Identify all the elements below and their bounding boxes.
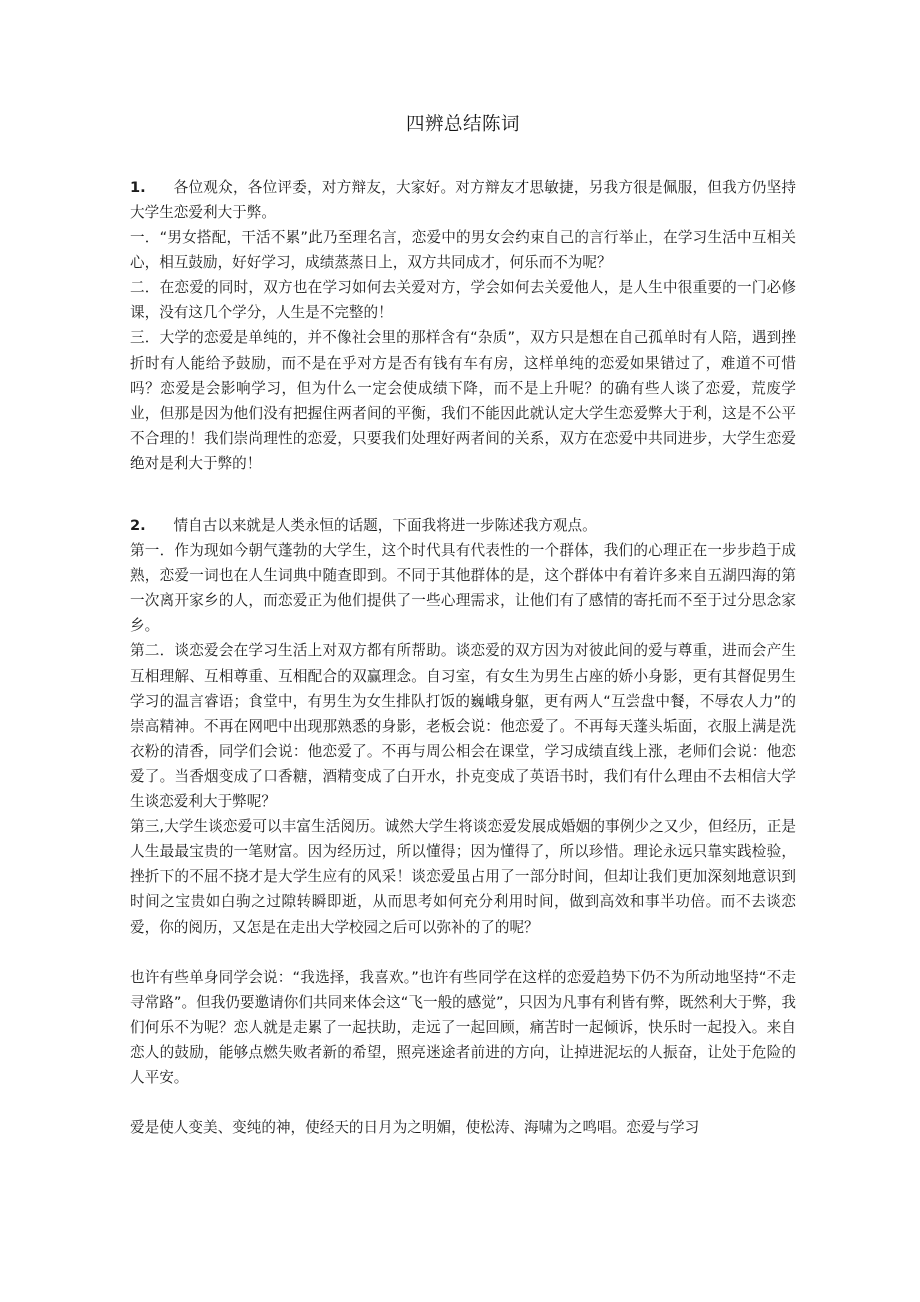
section-1-paragraph-3: 三．大学的恋爱是单纯的，并不像社会里的那样含有“杂质”，双方只是想在自己孤单时有人陪，遇到挫折时有人能给予鼓励，而不是在乎对方是否有钱有车有房，这样单纯的恋爱如果错过了，难道不可惜吗？恋爱是会影响学习，但为什么一定会使成绩下降，而不是上升呢？的确有些人谈了恋爱，荒废学业，但那是因为他们没有把握住两者间的平衡，我们不能因此就认定大学生恋爱弊大于利，这是不公平不合理的！我们崇尚理性的恋爱，只要我们处理好两者间的关系，双方在恋爱中共同进步，大学生恋爱绝对是利大于弊的！ (130, 329, 796, 472)
closing-gap-1 (130, 940, 796, 965)
closing-paragraph-1: 也许有些单身同学会说：“我选择，我喜欢。”也许有些同学在这样的恋爱趋势下仍不为所动地坚持“不走寻常路”。但我仍要邀请你们共同来体会这“飞一般的感觉”，只因为凡事有利皆有弊，既然利大于弊，我们何乐不为呢？恋人就是走累了一起扶助，走远了一起回顾，痛苦时一起倾诉，快乐时一起投入。来自恋人的鼓励，能够点燃失败者新的希望，照亮迷途者前进的方向，让掉进泥坛的人振奋，让处于危险的人平安。 (130, 968, 796, 1086)
section-2-paragraph-2: 第二．谈恋爱会在学习生活上对双方都有所帮助。谈恋爱的双方因为对彼此间的爱与尊重，进而会产生互相理解、互相尊重、互相配合的双赢理念。自习室，有女生为男生占座的娇小身影，更有其督促男生学习的温言睿语；食堂中，有男生为女生排队打饭的巍峨身躯，更有两人“互尝盘中餐，不辱农人力”的崇高精神。不再在网吧中出现那熟悉的身影，老板会说：他恋爱了。不再每天蓬头垢面，衣服上满是洗衣粉的清香，同学们会说：他恋爱了。不再与周公相会在课堂，学习成绩直线上涨，老师们会说：他恋爱了。当香烟变成了口香糖，酒精变成了白开水，扑克变成了英语书时，我们有什么理由不去相信大学生谈恋爱利大于弊呢？ (130, 642, 796, 811)
section-1-paragraph-1: 一．“男女搭配，干活不累”此乃至理名言，恋爱中的男女会约束自己的言行举止，在学习生活中互相关心，相互鼓励，好好学习，成绩蒸蒸日上，双方共同成才，何乐而不为呢？ (130, 229, 796, 272)
section-2-paragraph-1: 第一．作为现如今朝气蓬勃的大学生，这个时代具有代表性的一个群体，我们的心理正在一步步趋于成熟，恋爱一词也在人生词典中随查即到。不同于其他群体的是，这个群体中有着许多来自五湖四海的第一次离开家乡的人，而恋爱正为他们提供了一些心理需求，让他们有了感情的寄托而不至于过分思念家乡。 (130, 542, 796, 635)
section-1-marker: 1. (130, 178, 146, 196)
document-body (130, 0, 796, 1140)
closing-gap-2 (130, 1090, 796, 1115)
section-2-lead (130, 513, 796, 538)
section-gap-1 (130, 476, 796, 513)
page-title: 四辨总结陈词 (405, 114, 520, 135)
section-2-marker: 2. (130, 517, 146, 535)
closing-paragraph-2: 爱是使人变美、变纯的神，使经天的日月为之明媚，使松涛、海啸为之鸣唱。恋爱与学习 (130, 1119, 700, 1137)
section-2-paragraph-3: 第三,大学生谈恋爱可以丰富生活阅历。诚然大学生将谈恋爱发展成婚姻的事例少之又少，但经历，正是人生最最宝贵的一笔财富。因为经历过，所以懂得；因为懂得了，所以珍惜。理论永远只靠实践检验，挫折下的不屈不挠才是大学生应有的风采！谈恋爱虽占用了一部分时间，但却让我们更加深刻地意识到时间之宝贵如白驹之过隙转瞬即逝，从而思考如何充分利用时间，做到高效和事半功倍。而不去谈恋爱，你的阅历，又怎是在走出大学校园之后可以弥补的了的呢？ (130, 818, 796, 936)
title-spacer (130, 138, 796, 175)
section-2-lead-text: 情自古以来就是人类永恒的话题，下面我将进一步陈述我方观点。 (173, 517, 597, 535)
section-1-lead (130, 175, 796, 225)
section-1-paragraph-2: 二．在恋爱的同时，双方也在学习如何去关爱对方，学会如何去关爱他人，是人生中很重要的一门必修课，没有这几个学分，人生是不完整的！ (130, 279, 796, 322)
section-1-lead-text: 各位观众，各位评委，对方辩友，大家好。对方辩友才思敏捷，另我方很是佩服，但我方仍坚持大学生恋爱利大于弊。 (130, 178, 796, 221)
